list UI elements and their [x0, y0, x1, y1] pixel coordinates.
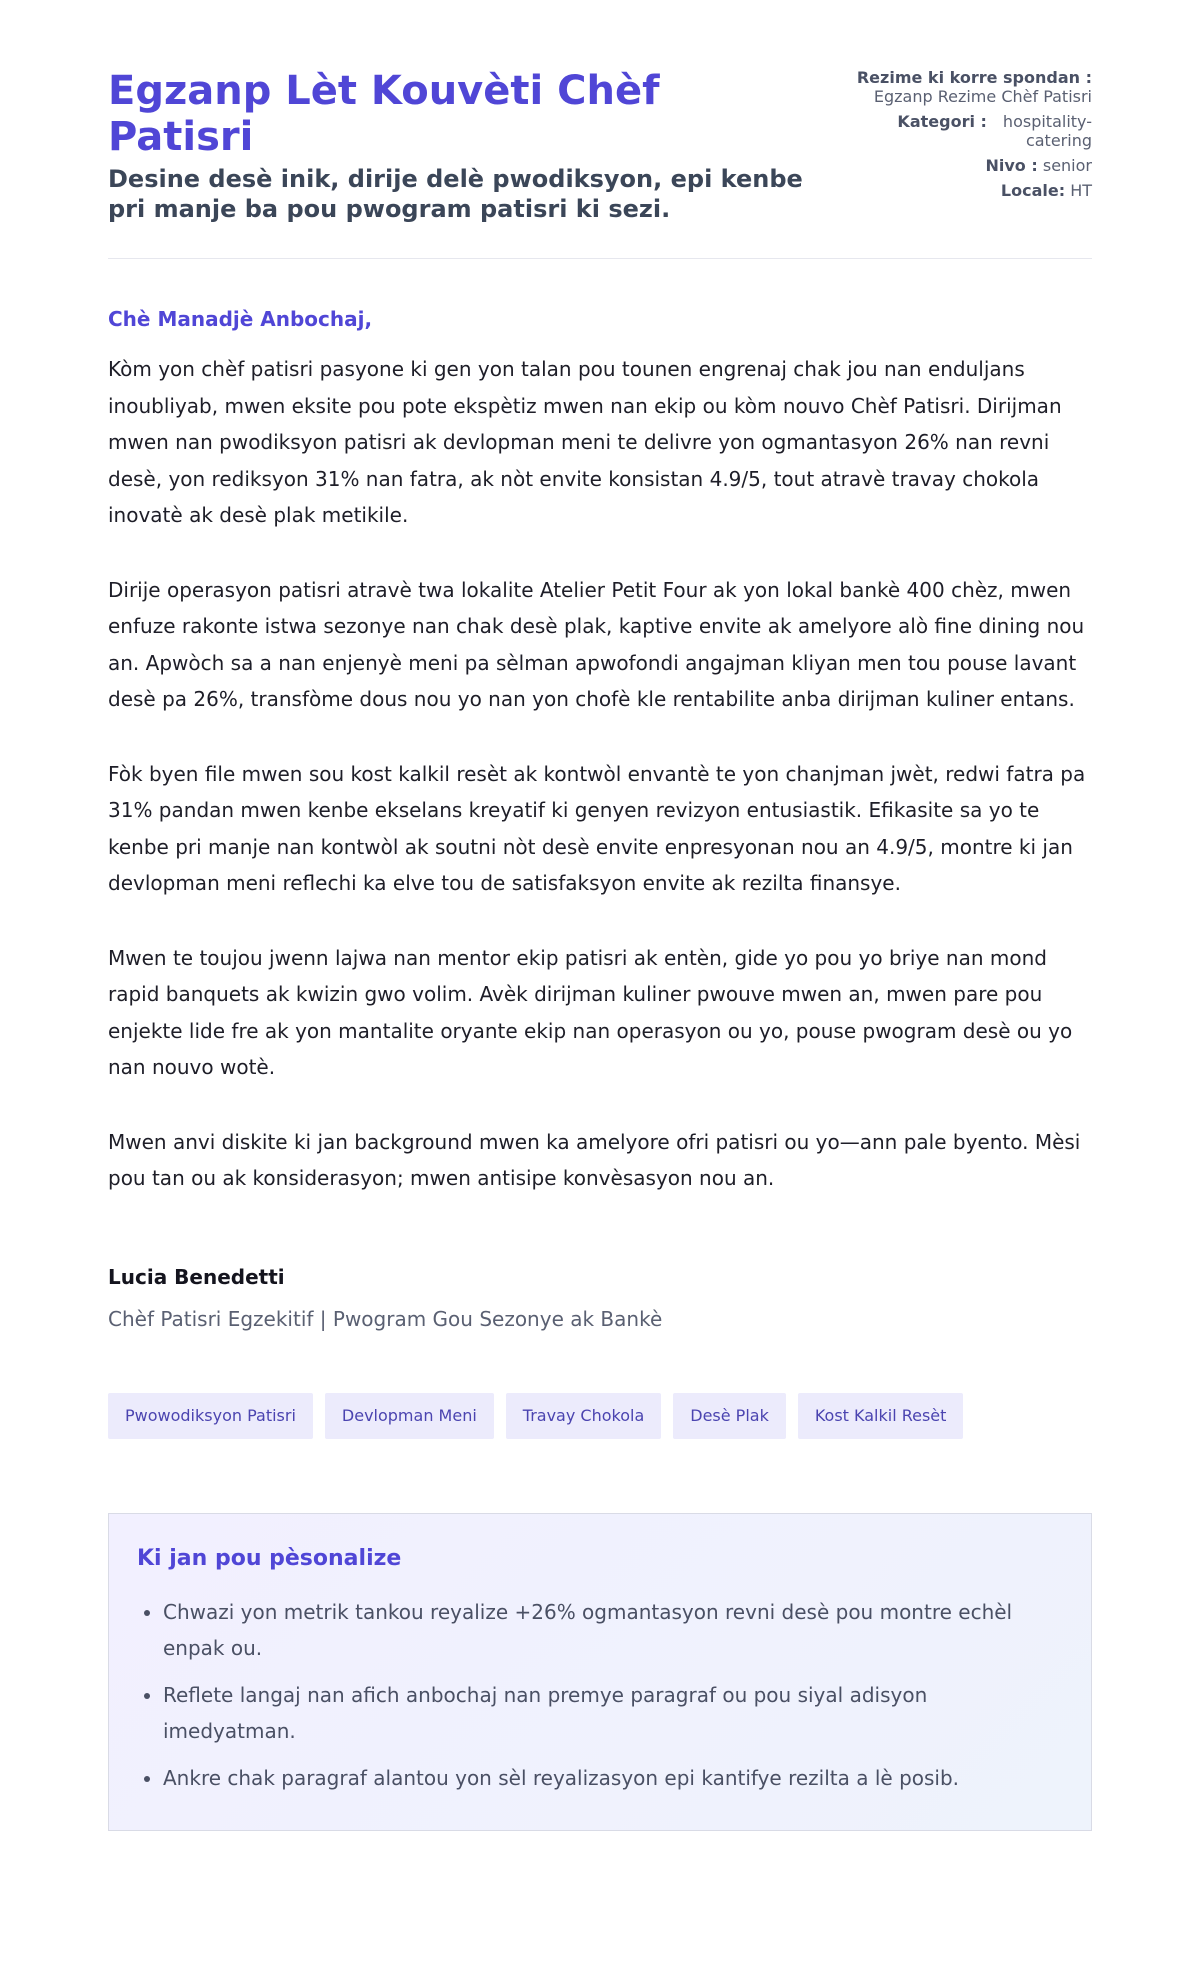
- skill-tags: [108, 1393, 1092, 1439]
- meta-category-value: hospitality-catering: [1002, 112, 1092, 150]
- letter-paragraph: Dirije operasyon patisri atravè twa lokalite Atelier Petit Four ak yon lokal bankè 400 chèz, mwen enfuze rakonte istwa sezonye nan chak desè plak, kaptive envite ak amelyore alò fine dining nou an. Apwòch sa a nan enjenyè meni pa sèlman apwofondi angajman kliyan men tou pouse lavant desè pa 26%, transfòme dous nou yo nan yon chofè kle rentabilite anba dirijman kuliner entans.: [108, 577, 1085, 711]
- letter-greeting: Chè Manadjè Anbochaj,: [108, 307, 373, 331]
- tips-title: Ki jan pou pèsonalize: [137, 1545, 402, 1571]
- skill-tag[interactable]: Desè Plak: [673, 1393, 786, 1439]
- header: [108, 68, 1092, 259]
- tip-item: • Chwazi yon metrik tankou reyalize +26% ogmantasyon revni desè pou montre echèl enpak ou.: [163, 1594, 1063, 1666]
- meta-resume: [808, 68, 1092, 106]
- header-left: [108, 68, 808, 224]
- skill-tag[interactable]: Travay Chokola: [506, 1393, 661, 1439]
- letter-paragraph: Fòk byen file mwen sou kost kalkil resèt ak kontwòl envantè te yon chanjman jwèt, redwi fatra pa 31% pandan mwen kenbe ekselans kreyatif ki genyen revizyon entusiastik. Efikasite sa yo te kenbe pri manje nan kontwòl ak soutni nòt desè envite enpresyonan nou an 4.9/5, montre ki jan devlopman meni reflechi ka elve tou de satisfaksyon envite ak rezilta finansye.: [108, 761, 1086, 895]
- letter-paragraph: Kòm yon chèf patisri pasyone ki gen yon talan pou tounen engrenaj chak jou nan enduljans inoubliyab, mwen eksite pou pote ekspètiz mwen nan ekip ou kòm nouvo Chèf Patisri. Dirijman mwen nan pwodiksyon patisri ak devlopman meni te delivre yon ogmantasyon 26% nan revni desè, yon rediksyon 31% nan fatra, ak nòt envite konsistan 4.9/5, tout atravè travay chokola inovatè ak desè plak metikile.: [108, 357, 1062, 527]
- tips-list: [137, 1594, 1063, 1796]
- letter-paragraph: Mwen te toujou jwenn lajwa nan mentor ekip patisri ak entèn, gide yo pou yo briye nan mond rapid banquets ak kwizin gwo volim. Avèk dirijman kuliner pwouve mwen an, mwen pare pou enjekte lide fre ak yon mantalite oryante ekip nan operasyon ou yo, pouse pwogram desè ou yo nan nouvo wotè.: [108, 945, 1073, 1079]
- signature-title: Chèf Patisri Egzekitif | Pwogram Gou Sezonye ak Bankè: [108, 1306, 663, 1331]
- skill-tag[interactable]: Devlopman Meni: [325, 1393, 494, 1439]
- meta-resume-value[interactable]: Egzanp Rezime Chèf Patisri: [873, 87, 1092, 106]
- letter-paragraph: Mwen anvi diskite ki jan background mwen ka amelyore ofri patisri ou yo—ann pale byento. Mèsi pou tan ou ak konsiderasyon; mwen antisipe konvèsasyon nou an.: [108, 1129, 1081, 1190]
- meta-resume-label: Rezime ki korre spondan :: [856, 68, 1092, 87]
- signature-name: Lucia Benedetti: [108, 1264, 285, 1289]
- meta-locale-label: Locale:: [1000, 181, 1066, 200]
- tip-item: • Ankre chak paragraf alantou yon sèl reyalizasyon epi kantifye rezilta a lè posib.: [163, 1760, 1063, 1796]
- customization-tips-box: [108, 1513, 1092, 1831]
- meta-locale-value: HT: [1070, 181, 1092, 200]
- tip-item: • Reflete langaj nan afich anbochaj nan premye paragraf ou pou siyal adisyon imedyatman.: [163, 1677, 1063, 1749]
- page-title: Egzanp Lèt Kouvèti Chèf Patisri: [108, 68, 660, 160]
- skill-tag[interactable]: Kost Kalkil Resèt: [798, 1393, 964, 1439]
- signature-block: [108, 1263, 1092, 1333]
- meta-level: [808, 156, 1092, 175]
- meta-locale: [808, 181, 1092, 200]
- meta-category-label: Kategori :: [897, 112, 987, 131]
- meta-category: [808, 112, 1092, 150]
- letter-body: [108, 351, 1092, 1197]
- page-subtitle: Desine desè inik, dirije delè pwodiksyon, epi kenbe pri manje ba pou pwogram patisri ki sezi.: [108, 165, 803, 223]
- skill-tag[interactable]: Pwowodiksyon Patisri: [108, 1393, 313, 1439]
- meta-panel: [808, 68, 1092, 206]
- meta-level-value: senior: [1042, 156, 1092, 175]
- meta-level-label: Nivo :: [985, 156, 1038, 175]
